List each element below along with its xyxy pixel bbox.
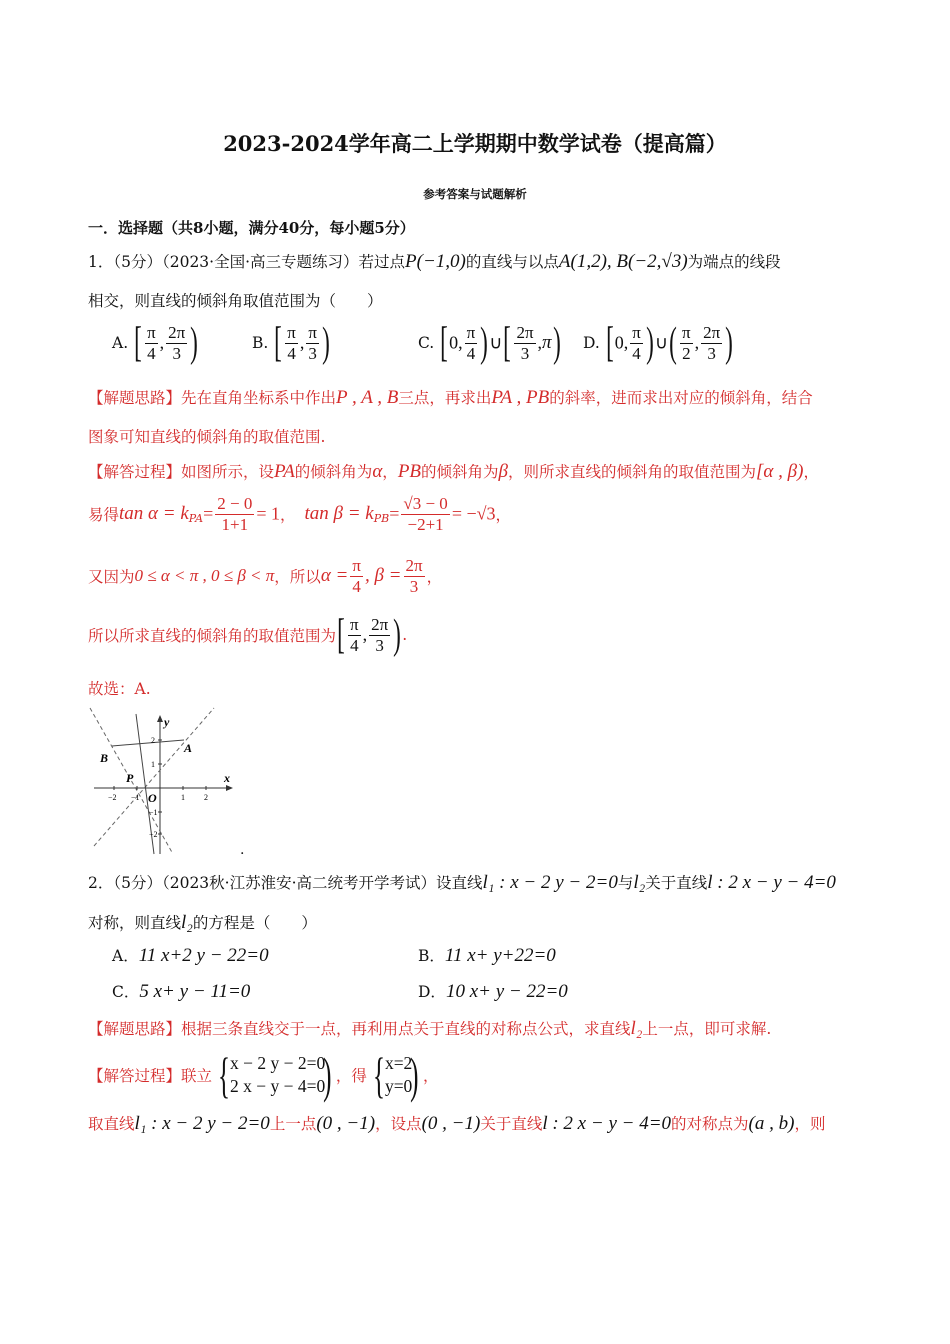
coordinate-figure xyxy=(88,706,248,860)
equation-system: { x − 2 y − 2=0 2 x − y − 4=0 ) xyxy=(218,1047,332,1103)
q1-option-d: D. [0, $\frac{\pi}{4}$ )∪( $\frac{\pi}{2}$ , $\frac{2\pi}{3}$ ) xyxy=(583,320,734,366)
left-bracket: [ xyxy=(134,320,142,366)
x-axis-arrow xyxy=(226,785,233,791)
q1-stem-text-c: 为端点的线段 xyxy=(687,253,781,271)
solution-system: { x=2 y=0 ) xyxy=(372,1047,419,1103)
tick-label-x: 1 xyxy=(181,793,185,802)
q1-stem-line1 xyxy=(88,250,781,273)
q1-process-line4: 所以所求直线的倾斜角的取值范围为[ $\frac{\pi}{4}$ , $\frac{2\pi}{3}$ ). xyxy=(88,612,408,658)
tick-label-x: −2 xyxy=(108,793,117,802)
q1-idea-line2: 图象可知直线的倾斜角的取值范围. xyxy=(88,428,326,446)
q1-point-p: P(−1,0) xyxy=(405,251,466,272)
fraction: $\frac{\pi}{4}$ xyxy=(147,322,156,363)
tick-label-y: 1 xyxy=(151,760,155,769)
q2-option-b: B．11 x+ y+22=0 xyxy=(418,945,556,966)
tick-label-x: −1 xyxy=(131,793,140,802)
q1-process-line2: 易得$\tan \alpha = k_{PA}=$ $\frac{2 - 0}{1+1}$ = 1， $\tan \beta = k_{PB}=$ $\frac{√3 - 0}{-2+1}$ = −√3， xyxy=(88,494,512,534)
point-b-label: B xyxy=(100,751,109,765)
q1-stem-line2: 相交，则直线的倾斜角取值范围为（ ） xyxy=(88,292,383,310)
q2-option-d: D．10 x+ y − 22=0 xyxy=(418,981,568,1002)
q1-idea-line1: 【解题思路】先在直角坐标系中作出P , A , B三点，再求出PA , PB的斜率，进而求出对应的倾斜角，结合 xyxy=(88,387,813,408)
option-label: C. xyxy=(418,334,435,352)
q2-process-line1: 【解答过程】联立 { x − 2 y − 2=0 2 x − y − 4=0 ) ，得 { x=2 y=0 ) ， xyxy=(88,1047,439,1103)
point-p-label: P xyxy=(126,771,134,785)
q1-option-a: A. [ $\frac{\pi}{4}$ , $\frac{2\pi}{3}$ ) xyxy=(112,320,199,366)
q1-stem-text-b: 的直线与以点 xyxy=(465,253,559,271)
q1-option-b: B. [ $\frac{\pi}{4}$ , $\frac{\pi}{3}$ ) xyxy=(252,320,330,366)
tick-label-y: −2 xyxy=(149,830,158,839)
option-label: B. xyxy=(252,334,269,352)
option-label: D. xyxy=(583,334,600,352)
y-axis-arrow xyxy=(157,715,163,722)
origin-label: O xyxy=(148,791,157,805)
y-axis-label: y xyxy=(164,715,170,729)
q2-idea: 【解题思路】根据三条直线交于一点，再利用点关于直线的对称点公式，求直线l₂上一点，即可求解. xyxy=(88,1018,772,1039)
x-axis-label: x xyxy=(224,771,230,785)
tick-label-y: 2 xyxy=(151,736,155,745)
q1-stem-text: 1．（5分）（2023·全国·高三专题练习）若过点 xyxy=(88,253,406,271)
tick-label-x: 2 xyxy=(204,793,208,802)
q1-answer: 故选：A. xyxy=(88,680,151,698)
line-pa-dashed xyxy=(94,708,214,846)
q2-process-line2: 取直线l₁ : x − 2 y − 2=0上一点(0 , −1)，设点(0 , −1)关于直线l : 2 x − y − 4=0的对称点为(a , b)，则 xyxy=(88,1113,826,1134)
point-a-label: A xyxy=(184,741,193,755)
q1-process-line3: 又因为0 ≤ α < π , 0 ≤ β < π，所以α = $\frac{\pi}{4}$ , β = $\frac{2\pi}{3}$ ， xyxy=(88,556,443,596)
q1-option-c: C. [0, $\frac{\pi}{4}$ )∪[ $\frac{2\pi}{3}$ ,π) xyxy=(418,320,561,366)
page-title: 2023-2024学年高二上学期期中数学试卷（提高篇） xyxy=(223,131,727,156)
q2-stem-line1: 2．（5分）（2023秋·江苏淮安·高二统考开学考试）设直线l₁ : x − 2 y − 2=0与l₂关于直线l : 2 x − y − 4=0 xyxy=(88,872,836,893)
option-label: A. xyxy=(112,334,129,352)
page-subtitle: 参考答案与试题解析 xyxy=(423,187,527,201)
q2-option-a: A．11 x+2 y − 22=0 xyxy=(112,945,269,966)
fraction: $\frac{2\pi}{3}$ xyxy=(168,322,186,363)
figure-svg xyxy=(88,706,248,856)
tick-label-y: −1 xyxy=(149,808,158,817)
segment-ab xyxy=(112,740,184,746)
q1-process-line1: 【解答过程】如图所示，设PA的倾斜角为α，PB的倾斜角为β，则所求直线的倾斜角的取值范围为[α , β)， xyxy=(88,461,819,482)
q1-points-ab: A(1,2), B(−2,√3) xyxy=(558,251,688,272)
right-paren: ) xyxy=(190,320,199,366)
q2-stem-line2: 对称，则直线l₂的方程是（ ） xyxy=(88,912,317,933)
figure-caption-dot: . xyxy=(240,842,245,858)
section-heading: 一．选择题（共8小题，满分40分，每小题5分） xyxy=(88,219,415,237)
q2-option-c: C．5 x+ y − 11=0 xyxy=(112,981,251,1002)
